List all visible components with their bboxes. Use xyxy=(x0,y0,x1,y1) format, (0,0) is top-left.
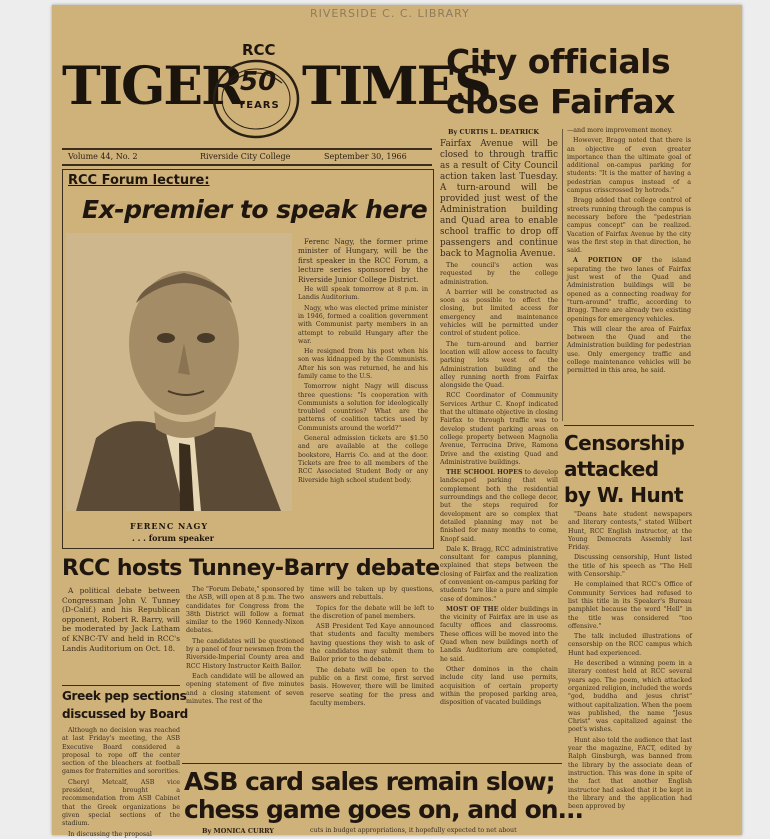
debate-paragraph: A political debate between Congressman John V. Tunney (D-Calif.) and his Republican opponent, Robert R. Barry, will be moderated by Jack Latham of KNBC-TV and held in RCC's Landis Auditorium on Oct. 18. xyxy=(62,586,180,653)
censorship-paragraph: "Deans hate student newspapers and literary contests," stated Wilbert Hunt, RCC English instructor, at the Young Democrats Assembly last Friday. xyxy=(568,511,692,552)
photo-caption-role: . . . forum speaker xyxy=(132,533,214,543)
story-divider xyxy=(564,425,694,426)
fairfax-paragraph: However, Bragg noted that there is an objective of even greater importance than the ultimate goal of additional on-campus parking for students: "It is the matter of having a pedestrian campus instead of a campus crisscrossed by hotrods." xyxy=(567,137,691,195)
fairfax-paragraph: RCC Coordinator of Community Services Arthur C. Knopf indicated that the ultimate objective in closing Fairfax to through traffic was to develop student parking areas on college property between Magnolia Avenue, Terracina Drive, Ramona Drive and the existing Quad and Administrative buildings. xyxy=(440,392,558,466)
debate-paragraph: The "Forum Debate," sponsored by the ASB, will open at 8 p.m. The two candidates for Congress from the 38th District will follow a format similar to the 1960 Kennedy-Nixon debates. xyxy=(186,586,304,635)
forum-story-text xyxy=(298,237,428,543)
fairfax-paragraph: older buildings in the vicinity of Fairfax are in use as faculty offices and classrooms. These offices will be moved into the Quad when new buildings north of Landis Auditorium are completed, he said. xyxy=(440,605,558,663)
masthead-times: TIMES xyxy=(302,56,490,117)
censorship-headline-3: by W. Hunt xyxy=(564,483,684,507)
debate-column-1 xyxy=(62,586,180,682)
greek-story-text xyxy=(62,727,180,838)
seal-number: 50 xyxy=(240,67,277,97)
fairfax-paragraph: This will clear the area of Fairfax between the Quad and the Administration building for pedestrian use. Only emergency traffic and college maintenance vehicles will be permitted in this area, he said. xyxy=(567,325,691,375)
greek-headline-2: discussed by Board xyxy=(62,707,188,721)
fairfax-paragraph: —and more improvement money. xyxy=(567,127,673,134)
censorship-headline-1: Censorship xyxy=(564,431,685,455)
masthead-tiger: TIGER xyxy=(62,56,243,117)
fairfax-paragraph: Other dominos in the chain include city land use permits, acquisition of certain property within the proposed parking area, disposition of vacated buildings xyxy=(440,665,558,707)
fairfax-byline: By CURTIS L. DEATRICK xyxy=(448,128,539,136)
fairfax-paragraph: Dale K. Bragg, RCC administrative consultant for campus planning, explained that steps between the closing of Fairfax and the realization of convenient on-campus parking for students "are like a pure and simple case of dominos." xyxy=(440,545,558,603)
forum-headline: Ex-premier to speak here xyxy=(82,195,428,224)
debate-paragraph: The candidates will be questioned by a panel of four newsmen from the Riverside-Imperial County area and RCC History Instructor Keith Bailor. xyxy=(186,637,304,670)
masthead-rule-bottom xyxy=(62,164,432,166)
story-divider xyxy=(62,685,180,686)
censorship-paragraph: He complained that RCC's Office of Community Services had refused to list this title in its Speaker's Bureau pamphlet because the word "Hell" in the title was considered "too offensive." xyxy=(568,581,692,630)
fairfax-column-2 xyxy=(567,127,691,425)
debate-paragraph: The debate will be open to the public on a first come, first served basis. However, there will be limited reserve seating for the press and faculty members. xyxy=(310,666,434,707)
forum-paragraph: General admission tickets are $1.50 and are available at the college bookstore, Harris Co. and at the door. Tickets are free to all members of the RCC Associated Student Body or any Riverside high school student body. xyxy=(298,435,428,484)
asb-byline: By MONICA CURRY xyxy=(202,827,274,835)
asb-headline-2: chess game goes on, and on... xyxy=(184,795,584,824)
fairfax-subhead: THE SCHOOL HOPES xyxy=(446,469,523,477)
fairfax-subhead: A PORTION OF xyxy=(573,257,642,265)
seal-rcc: RCC xyxy=(242,41,276,59)
fairfax-lead: Fairfax Avenue will be closed to through traffic as a result of City Council action taken last Tuesday. A turn-around will be provided just west of the Administration building and Quad area to enable school traffic to drop off passengers and continue back to Magnolia Avenue. xyxy=(440,139,558,259)
debate-paragraph: Each candidate will be allowed an opening statement of five minutes and a closing statement of seven minutes. The rest of the xyxy=(186,672,304,705)
forum-paragraph: Nagy, who was elected prime minister in 1946, formed a coalition government with Communist party members in an attempt to rebuild Hungary after the war. xyxy=(298,304,428,345)
fairfax-paragraph: Bragg added that college control of streets running through the campus is necessary before the "pedestrian campus concept" can be realized. Vacation of Fairfax Avenue by the city was the first step in that direction, he said. xyxy=(567,197,691,255)
censorship-headline-2: attacked xyxy=(564,457,659,481)
asb-snippet: cuts in budget appropriations, it hopefully expected to net about xyxy=(310,827,517,834)
debate-headline: RCC hosts Tunney-Barry debate xyxy=(62,556,440,581)
fairfax-paragraph: The council's action was requested by the college administration. xyxy=(440,262,558,286)
forum-kicker: RCC Forum lecture: xyxy=(68,173,210,188)
debate-paragraph: Topics for the debate will be left to the discretion of panel members. xyxy=(310,604,434,620)
asb-headline-1: ASB card sales remain slow; xyxy=(184,767,555,796)
story-divider xyxy=(182,763,562,764)
fairfax-headline-2: close Fairfax xyxy=(446,82,675,121)
library-stamp: RIVERSIDE C. C. LIBRARY xyxy=(310,7,470,20)
censorship-paragraph: He described a winning poem in a literary contest held at RCC several years ago. The poem, which attacked organized religion, included the words "god, buddha and jesus christ" without capitalization. When the poem was published, the name "Jesus Christ" was capitalized against the poet's wishes. xyxy=(568,660,692,734)
issue-date: September 30, 1966 xyxy=(324,152,407,161)
debate-paragraph: time will be taken up by questions, answers and rebuttals. xyxy=(310,586,434,602)
censorship-paragraph: The talk included illustrations of censorship on the RCC campus which Hunt had experienced. xyxy=(568,633,692,657)
fairfax-column-1 xyxy=(440,139,558,707)
forum-paragraph: He will speak tomorrow at 8 p.m. in Landis Auditorium. xyxy=(298,286,428,302)
censorship-paragraph: Hunt also told the audience that last year the magazine, FACT, edited by Ralph Ginsburgh, was banned from the library by the associate dean of instruction. This was done in spite of the fact that another English instructor had asked that it be kept in the library and the application had been approved by xyxy=(568,736,692,811)
fairfax-paragraph: to develop landscaped parking that will complement both the residential surroundings and the college decor, but the steps required for development are so complex that detailed planning may not be finished for many months to come, Knopf said. xyxy=(440,469,558,543)
masthead-rule xyxy=(62,148,432,150)
school-name: Riverside City College xyxy=(200,152,291,161)
fairfax-subhead: MOST OF THE xyxy=(446,605,499,613)
ferenc-nagy-photo xyxy=(66,233,292,511)
debate-column-3 xyxy=(310,586,434,786)
greek-paragraph: Although no decision was reached at last Friday's meeting, the ASB Executive Board considered a proposal to rope off the center section of the bleachers at football games for fraternities and sororities. xyxy=(62,727,180,776)
newspaper-page xyxy=(52,5,742,838)
forum-paragraph: Ferenc Nagy, the former prime minister of Hungary, will be the first speaker in the RCC Forum, a lecture series sponsored by the Riverside Junior College District. xyxy=(298,237,428,284)
forum-paragraph: Tomorrow night Nagy will discuss three questions: "Is cooperation with Communists a solution for ideologically troubled countries? What are the patterns of coalition tactics used by Communists around the world?" xyxy=(298,383,428,432)
photo-caption-name: FERENC NAGY xyxy=(130,521,209,531)
fairfax-paragraph: A barrier will be constructed as soon as possible to effect the closing, but limited access for emergency and maintenance vehicles will be permitted under control of student police. xyxy=(440,288,558,338)
volume-number: Volume 44, No. 2 xyxy=(68,152,138,161)
fairfax-paragraph: the island separating the two lanes of Fairfax just west of the Quad and Administration buildings will be opened as a connecting roadway for "turn-around" traffic, according to Bragg. There are already two existing openings for emergency vehicles. xyxy=(567,257,691,323)
seal-years: YEARS xyxy=(238,100,280,111)
greek-headline-1: Greek pep sections xyxy=(62,689,187,703)
censorship-paragraph: Discussing censorship, Hunt listed the title of his speech as "The Hell with Censorship." xyxy=(568,554,692,579)
greek-paragraph: In discussing the proposal xyxy=(68,830,152,838)
fairfax-headline-1: City officials xyxy=(446,42,671,81)
debate-paragraph: ASB President Ted Kaye announced that students and faculty members having questions they wish to ask of the candidates may submit them to Bailor prior to the debate. xyxy=(310,623,434,664)
greek-paragraph: Cheryl Metcalf, ASB vice president, brought a recommendation from ASB Cabinet that the Greek organizations be given special sections of the stadium. xyxy=(62,778,180,828)
censorship-story-text xyxy=(568,511,692,835)
debate-column-2 xyxy=(186,586,304,786)
fairfax-paragraph: The turn-around and barrier location will allow access to faculty parking lots west of the Administration building and the alley running north from Fairfax alongside the Quad. xyxy=(440,340,558,390)
column-divider xyxy=(562,129,563,421)
forum-paragraph: He resigned from his post when his son was kidnapped by the Communists. After his son was returned, he and his family came to the U.S. xyxy=(298,348,428,380)
